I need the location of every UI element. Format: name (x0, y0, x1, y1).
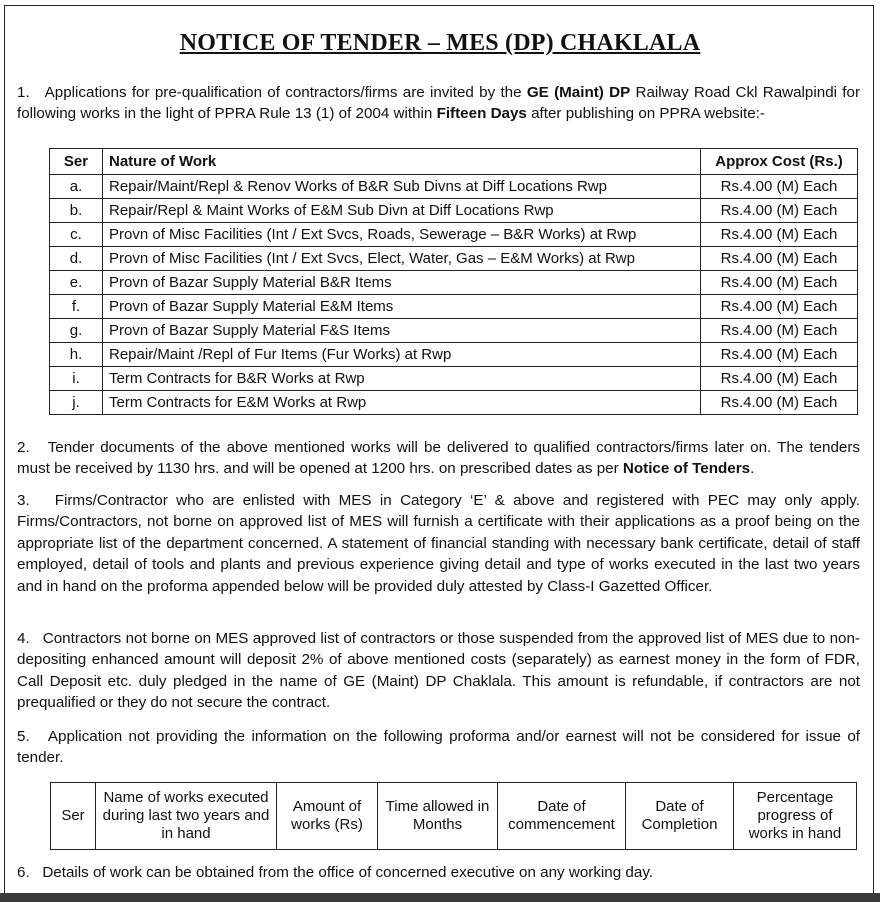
para-number: 3. (17, 492, 30, 509)
proforma-col-completion: Date of Completion (626, 783, 734, 850)
col-header-work: Nature of Work (103, 149, 701, 175)
cell-cost: Rs.4.00 (M) Each (701, 319, 858, 343)
para-number: 5. (17, 728, 30, 745)
para-bold: GE (Maint) DP (526, 84, 631, 101)
paragraph-2 (17, 437, 860, 480)
col-header-ser: Ser (50, 149, 103, 175)
cell-work: Provn of Bazar Supply Material F&S Items (103, 319, 701, 343)
cell-ser: e. (50, 271, 103, 295)
proforma-table (50, 782, 857, 850)
cell-cost: Rs.4.00 (M) Each (701, 247, 858, 271)
cell-cost: Rs.4.00 (M) Each (701, 343, 858, 367)
proforma-col-time: Time allowed in Months (378, 783, 498, 850)
para-text: Railway Road Ckl Rawalpindi for following works in the light of PPRA Rule 13 (1) of 2004 within (17, 84, 861, 123)
cell-ser: d. (50, 247, 103, 271)
works-table-header (50, 149, 858, 175)
cell-cost: Rs.4.00 (M) Each (701, 199, 858, 223)
table-row (50, 295, 858, 319)
para-text: Firms/Contractor who are enlisted with MES in Category ‘E’ & above and registered with PEC may only apply. Firms/Contractors, not borne on approved list of MES will furnish a certificate with their applications as a proof being on the appropriate list of the department concerned. A statement of financial standing with necessary bank certificate, detail of staff employed, detail of tools and plants and previous experience giving detail and type of works executed in the last two years and in hand on the proforma appended below will be provided duly attested by Class-I Gazetted Officer. (17, 492, 860, 595)
table-row (50, 199, 858, 223)
cell-work: Provn of Bazar Supply Material B&R Items (103, 271, 701, 295)
para-text: Application not providing the information on the following proforma and/or earnest will not be considered for issue of tender. (17, 728, 860, 767)
paragraph-3 (17, 490, 860, 597)
para-text: . (750, 460, 755, 478)
cell-cost: Rs.4.00 (M) Each (701, 367, 858, 391)
cell-cost: Rs.4.00 (M) Each (701, 295, 858, 319)
cell-ser: j. (50, 391, 103, 415)
cell-work: Repair/Maint/Repl & Renov Works of B&R Sub Divns at Diff Locations Rwp (103, 175, 701, 199)
cell-cost: Rs.4.00 (M) Each (701, 271, 858, 295)
table-row (50, 367, 858, 391)
paragraph-6 (17, 862, 860, 883)
cell-work: Repair/Repl & Maint Works of E&M Sub Divn at Diff Locations Rwp (103, 199, 701, 223)
col-header-cost: Approx Cost (Rs.) (701, 149, 858, 175)
cell-ser: g. (50, 319, 103, 343)
cell-work: Term Contracts for B&R Works at Rwp (103, 367, 701, 391)
cell-cost: Rs.4.00 (M) Each (701, 175, 858, 199)
cell-work: Provn of Bazar Supply Material E&M Items (103, 295, 701, 319)
para-number: 2. (17, 439, 30, 456)
cell-ser: b. (50, 199, 103, 223)
table-row (50, 343, 858, 367)
para-bold: Fifteen Days (436, 105, 527, 123)
table-row (50, 223, 858, 247)
cell-ser: i. (50, 367, 103, 391)
para-text: Details of work can be obtained from the office of concerned executive on any working day. (42, 864, 654, 881)
para-text: Tender documents of the above mentioned works will be delivered to qualified contractors/firms later on. The tenders must be received by 1130 hrs. and will be opened at 1200 hrs. on prescribed dates as per (17, 439, 860, 478)
proforma-col-progress: Percentage progress of works in hand (734, 783, 857, 850)
cell-cost: Rs.4.00 (M) Each (701, 391, 858, 415)
table-row (50, 271, 858, 295)
table-row (50, 247, 858, 271)
cell-cost: Rs.4.00 (M) Each (701, 223, 858, 247)
proforma-col-amount: Amount of works (Rs) (277, 783, 378, 850)
para-number: 4. (17, 630, 30, 647)
cell-ser: c. (50, 223, 103, 247)
works-table (49, 148, 858, 415)
proforma-col-commencement: Date of commencement (498, 783, 626, 850)
cell-work: Term Contracts for E&M Works at Rwp (103, 391, 701, 415)
para-text: Applications for pre-qualification of contractors/firms are invited by the (44, 84, 527, 101)
para-number: 1. (17, 84, 30, 101)
cell-ser: h. (50, 343, 103, 367)
bottom-edge (0, 893, 880, 902)
paragraph-5 (17, 726, 860, 769)
table-row (50, 319, 858, 343)
para-number: 6. (17, 864, 30, 881)
proforma-col-ser: Ser (51, 783, 96, 850)
cell-work: Provn of Misc Facilities (Int / Ext Svcs, Roads, Sewerage – B&R Works) at Rwp (103, 223, 701, 247)
para-text: Contractors not borne on MES approved list of contractors or those suspended from the approved list of MES due to non-depositing enhanced amount will deposit 2% of above mentioned costs (separately) as earnest money in the form of FDR, Call Deposit etc. duly pledged in the name of GE (Maint) DP Chaklala. This amount is refundable, if contractors are not prequalified or they do not secure the contract. (17, 630, 860, 712)
table-row (50, 175, 858, 199)
cell-work: Repair/Maint /Repl of Fur Items (Fur Works) at Rwp (103, 343, 701, 367)
proforma-col-works: Name of works executed during last two years and in hand (96, 783, 277, 850)
notice-title: NOTICE OF TENDER – MES (DP) CHAKLALA (179, 30, 701, 56)
paragraph-1 (17, 82, 860, 125)
paragraph-4 (17, 628, 860, 714)
table-row (50, 391, 858, 415)
cell-ser: a. (50, 175, 103, 199)
proforma-header-row (51, 783, 857, 850)
cell-work: Provn of Misc Facilities (Int / Ext Svcs, Elect, Water, Gas – E&M Works) at Rwp (103, 247, 701, 271)
cell-ser: f. (50, 295, 103, 319)
para-bold: Notice of Tenders (622, 460, 751, 478)
para-text: after publishing on PPRA website:- (526, 105, 765, 123)
